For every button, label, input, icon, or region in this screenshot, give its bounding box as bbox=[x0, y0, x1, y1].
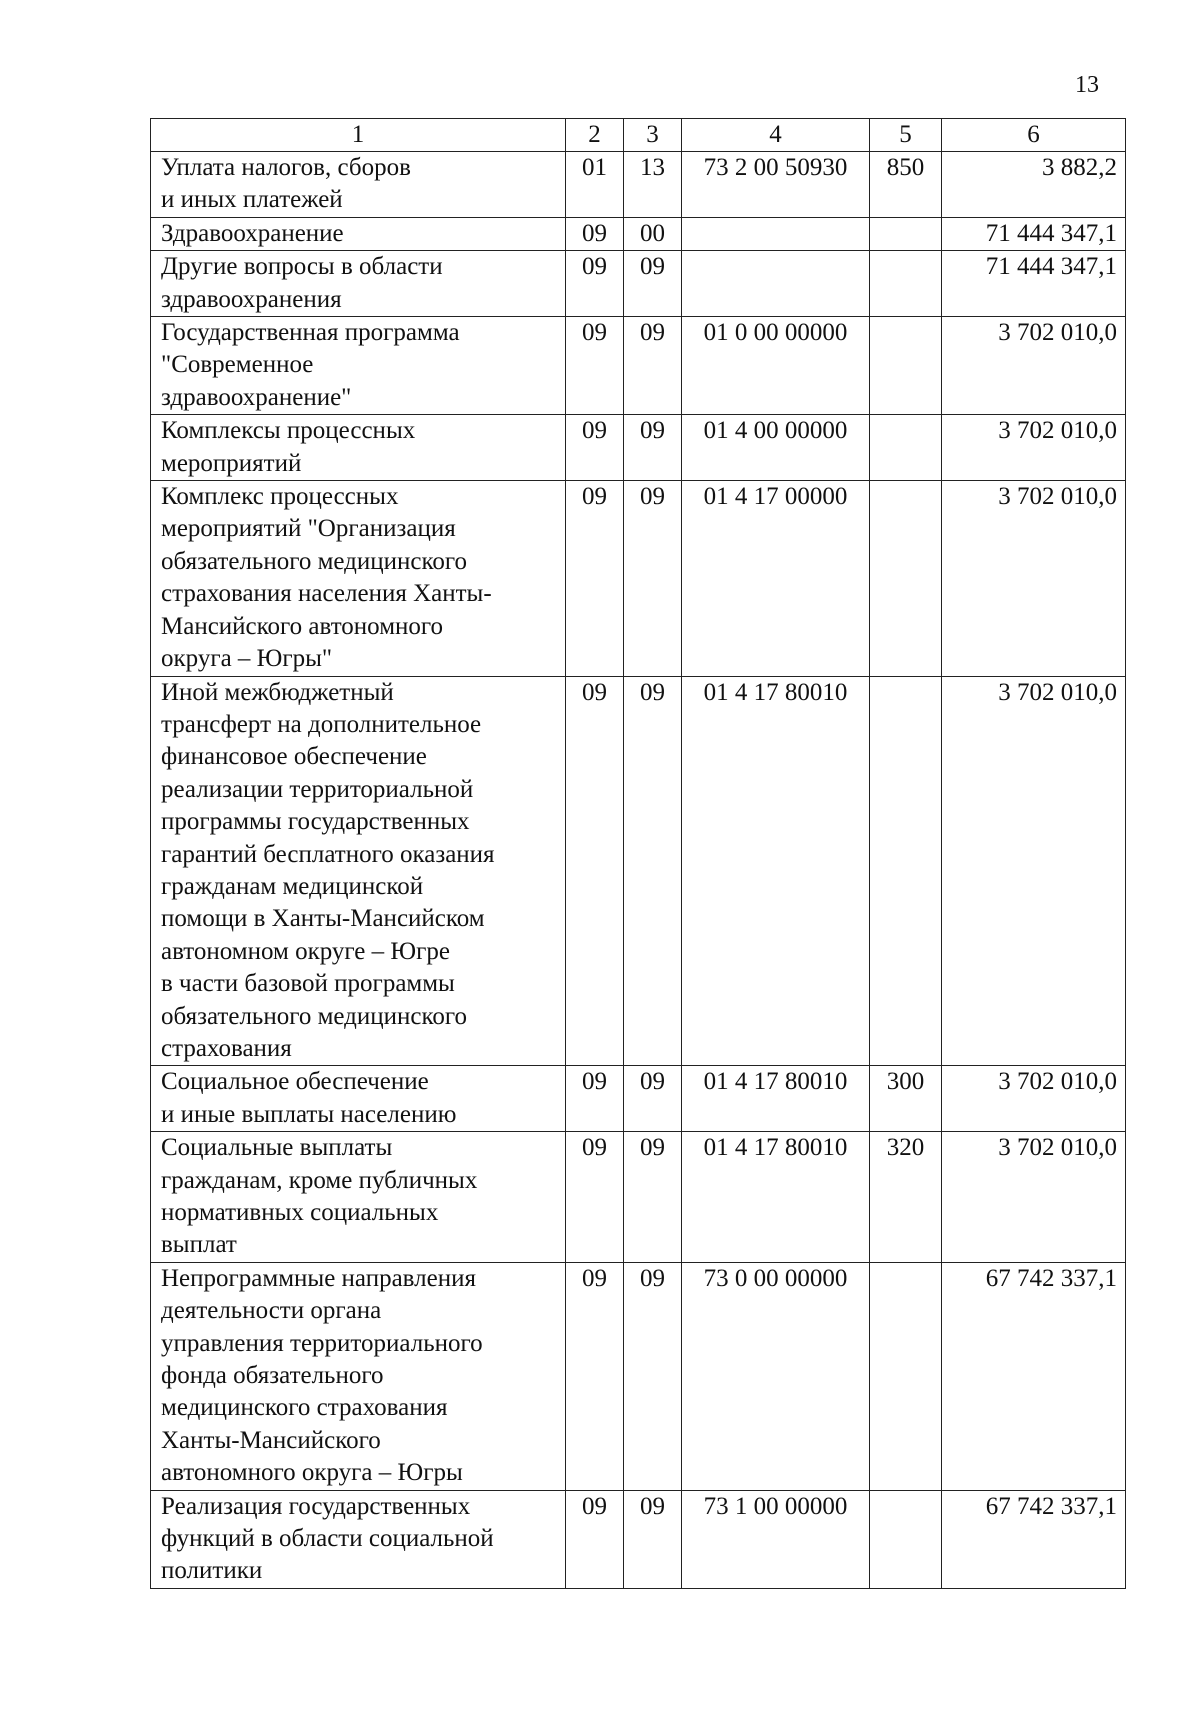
section-code-cell: 09 bbox=[566, 481, 624, 676]
table-row bbox=[151, 676, 1126, 1066]
expense-type-cell bbox=[870, 317, 942, 415]
amount-cell: 3 702 010,0 bbox=[942, 481, 1126, 676]
column-header: 3 bbox=[624, 119, 682, 152]
expense-type-cell: 300 bbox=[870, 1066, 942, 1132]
target-article-cell: 01 4 17 00000 bbox=[682, 481, 870, 676]
table-row bbox=[151, 152, 1126, 218]
target-article-cell: 01 0 00 00000 bbox=[682, 317, 870, 415]
section-code-cell: 09 bbox=[566, 317, 624, 415]
column-header: 6 bbox=[942, 119, 1126, 152]
table-row bbox=[151, 317, 1126, 415]
amount-cell: 3 702 010,0 bbox=[942, 676, 1126, 1066]
expense-type-cell bbox=[870, 1490, 942, 1588]
row-name-cell: Иной межбюджетный трансферт на дополнительное финансовое обеспечение реализации территориальной программы государственных гарантий бесплатного оказания гражданам медицинской помощи в Ханты-Мансийском автономном округе – Югре в части базовой программы обязательного медицинского страхования bbox=[151, 676, 566, 1066]
table-row bbox=[151, 1262, 1126, 1490]
expense-type-cell: 320 bbox=[870, 1132, 942, 1263]
subsection-code-cell: 09 bbox=[624, 676, 682, 1066]
subsection-code-cell: 09 bbox=[624, 1132, 682, 1263]
expense-type-cell bbox=[870, 1262, 942, 1490]
section-code-cell: 01 bbox=[566, 152, 624, 218]
amount-cell: 3 882,2 bbox=[942, 152, 1126, 218]
table-row bbox=[151, 251, 1126, 317]
table-row bbox=[151, 1490, 1126, 1588]
target-article-cell bbox=[682, 251, 870, 317]
row-name-cell: Социальное обеспечение и иные выплаты населению bbox=[151, 1066, 566, 1132]
section-code-cell: 09 bbox=[566, 1262, 624, 1490]
expense-type-cell bbox=[870, 415, 942, 481]
section-code-cell: 09 bbox=[566, 1132, 624, 1263]
subsection-code-cell: 09 bbox=[624, 481, 682, 676]
page-number: 13 bbox=[1075, 72, 1099, 98]
row-name-cell: Комплекс процессных мероприятий "Организация обязательного медицинского страхования населения Ханты- Мансийского автономного округа – Югры" bbox=[151, 481, 566, 676]
amount-cell: 3 702 010,0 bbox=[942, 1066, 1126, 1132]
section-code-cell: 09 bbox=[566, 1490, 624, 1588]
subsection-code-cell: 09 bbox=[624, 1066, 682, 1132]
subsection-code-cell: 09 bbox=[624, 1262, 682, 1490]
target-article-cell: 01 4 17 80010 bbox=[682, 676, 870, 1066]
amount-cell: 71 444 347,1 bbox=[942, 251, 1126, 317]
expense-type-cell bbox=[870, 217, 942, 250]
row-name-cell: Реализация государственных функций в области социальной политики bbox=[151, 1490, 566, 1588]
expense-type-cell bbox=[870, 676, 942, 1066]
table-row bbox=[151, 415, 1126, 481]
section-code-cell: 09 bbox=[566, 676, 624, 1066]
target-article-cell: 01 4 17 80010 bbox=[682, 1132, 870, 1263]
column-header: 4 bbox=[682, 119, 870, 152]
subsection-code-cell: 00 bbox=[624, 217, 682, 250]
amount-cell: 67 742 337,1 bbox=[942, 1490, 1126, 1588]
row-name-cell: Непрограммные направления деятельности органа управления территориального фонда обязательного медицинского страхования Ханты-Мансийского автономного округа – Югры bbox=[151, 1262, 566, 1490]
section-code-cell: 09 bbox=[566, 251, 624, 317]
row-name-cell: Государственная программа "Современное здравоохранение" bbox=[151, 317, 566, 415]
section-code-cell: 09 bbox=[566, 415, 624, 481]
row-name-cell: Социальные выплаты гражданам, кроме публичных нормативных социальных выплат bbox=[151, 1132, 566, 1263]
budget-table bbox=[150, 118, 1126, 1589]
expense-type-cell: 850 bbox=[870, 152, 942, 218]
amount-cell: 3 702 010,0 bbox=[942, 415, 1126, 481]
amount-cell: 3 702 010,0 bbox=[942, 1132, 1126, 1263]
target-article-cell: 73 0 00 00000 bbox=[682, 1262, 870, 1490]
row-name-cell: Комплексы процессных мероприятий bbox=[151, 415, 566, 481]
row-name-cell: Здравоохранение bbox=[151, 217, 566, 250]
target-article-cell: 01 4 17 80010 bbox=[682, 1066, 870, 1132]
row-name-cell: Уплата налогов, сборов и иных платежей bbox=[151, 152, 566, 218]
row-name-cell: Другие вопросы в области здравоохранения bbox=[151, 251, 566, 317]
subsection-code-cell: 09 bbox=[624, 251, 682, 317]
subsection-code-cell: 09 bbox=[624, 1490, 682, 1588]
table-row bbox=[151, 1132, 1126, 1263]
subsection-code-cell: 13 bbox=[624, 152, 682, 218]
expense-type-cell bbox=[870, 251, 942, 317]
target-article-cell: 73 1 00 00000 bbox=[682, 1490, 870, 1588]
section-code-cell: 09 bbox=[566, 1066, 624, 1132]
amount-cell: 67 742 337,1 bbox=[942, 1262, 1126, 1490]
table-header-row bbox=[151, 119, 1126, 152]
amount-cell: 71 444 347,1 bbox=[942, 217, 1126, 250]
table-row bbox=[151, 1066, 1126, 1132]
column-header: 1 bbox=[151, 119, 566, 152]
target-article-cell bbox=[682, 217, 870, 250]
column-header: 5 bbox=[870, 119, 942, 152]
subsection-code-cell: 09 bbox=[624, 415, 682, 481]
table-row bbox=[151, 481, 1126, 676]
column-header: 2 bbox=[566, 119, 624, 152]
target-article-cell: 73 2 00 50930 bbox=[682, 152, 870, 218]
subsection-code-cell: 09 bbox=[624, 317, 682, 415]
amount-cell: 3 702 010,0 bbox=[942, 317, 1126, 415]
target-article-cell: 01 4 00 00000 bbox=[682, 415, 870, 481]
table-row bbox=[151, 217, 1126, 250]
section-code-cell: 09 bbox=[566, 217, 624, 250]
expense-type-cell bbox=[870, 481, 942, 676]
